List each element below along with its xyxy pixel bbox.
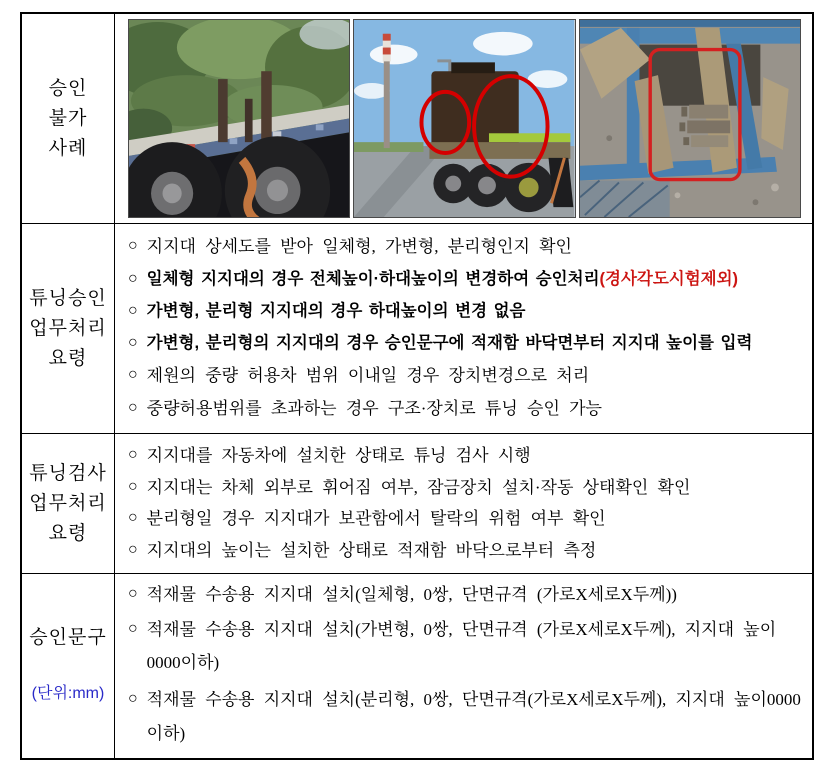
inspection-item-4 bbox=[128, 538, 802, 564]
approval-item-4 bbox=[128, 331, 802, 357]
inspection-item-2 bbox=[128, 475, 802, 501]
unit-mm-note: (단위:mm) bbox=[31, 685, 105, 702]
approval-item-5 bbox=[128, 363, 802, 389]
circle-bullet: ○ bbox=[128, 366, 138, 384]
row-label-tuning-approval-procedure bbox=[22, 224, 115, 434]
label-line: 불가 bbox=[48, 107, 88, 129]
tuning-inspection-items bbox=[115, 434, 812, 574]
red-exception-note: (경사각도시험제외) bbox=[599, 270, 739, 289]
circle-bullet: ○ bbox=[128, 334, 138, 352]
item-text: 지지대 상세도를 받아 일체형, 가변형, 분리형인지 확인 bbox=[146, 237, 572, 257]
item-text: 중량허용범위를 초과하는 경우 구조·장치로 튜닝 승인 가능 bbox=[146, 399, 602, 419]
item-text: 지지대의 높이는 설치한 상태로 적재함 바닥으로부터 측정 bbox=[146, 540, 597, 560]
circle-bullet: ○ bbox=[128, 585, 138, 603]
item-text: 적재물 수송용 지지대 설치(가변형, 0쌍, 단면규격 (가로X세로X두께), 지지대 높이0000이하) bbox=[146, 619, 777, 673]
main-table bbox=[20, 12, 814, 760]
phrase-item-2 bbox=[128, 613, 802, 679]
approval-item-6 bbox=[128, 396, 802, 422]
circle-bullet: ○ bbox=[128, 302, 138, 320]
circle-bullet: ○ bbox=[128, 619, 138, 637]
inspection-item-3 bbox=[128, 506, 802, 532]
label-line: 승인 bbox=[48, 77, 88, 99]
inspection-item-1 bbox=[128, 443, 802, 469]
approval-item-3 bbox=[128, 299, 802, 325]
approval-item-1 bbox=[128, 234, 802, 260]
circle-bullet: ○ bbox=[128, 270, 138, 288]
row-label-approval-phrase bbox=[22, 574, 115, 758]
circle-bullet: ○ bbox=[128, 509, 138, 527]
circle-bullet: ○ bbox=[128, 540, 138, 558]
label-line: 튜닝승인 bbox=[29, 287, 107, 309]
item-text: 지지대를 자동차에 설치한 상태로 튜닝 검사 시행 bbox=[146, 446, 531, 466]
truck-side-photo-art bbox=[129, 20, 349, 217]
circle-bullet: ○ bbox=[128, 690, 138, 708]
label-line: 업무처리 bbox=[29, 317, 107, 339]
tuning-approval-items bbox=[115, 224, 812, 434]
item-text: 지지대는 차체 외부로 휘어짐 여부, 잠금장치 설치·작동 상태확인 확인 bbox=[146, 477, 691, 497]
trailer-underside-red-box-photo bbox=[579, 19, 801, 218]
label-line: 사례 bbox=[48, 137, 88, 159]
approval-phrase-label: 승인문구 bbox=[29, 627, 107, 648]
item-text: 가변형, 분리형의 지지대의 경우 승인문구에 적재함 바닥면부터 지지대 높이를 입력 bbox=[146, 334, 753, 353]
rejected-case-photos bbox=[115, 14, 812, 224]
item-text: 분리형일 경우 지지대가 보관함에서 탈락의 위험 여부 확인 bbox=[146, 509, 606, 529]
item-text: 가변형, 분리형 지지대의 경우 하대높이의 변경 없음 bbox=[146, 302, 526, 321]
circle-bullet: ○ bbox=[128, 446, 138, 464]
label-line: 요령 bbox=[48, 347, 88, 369]
item-text bbox=[147, 267, 802, 293]
row-label-tuning-inspection-procedure bbox=[22, 434, 115, 574]
circle-bullet: ○ bbox=[128, 399, 138, 417]
label-line: 튜닝검사 bbox=[29, 462, 107, 484]
item-text-main: 일체형 지지대의 경우 전체높이·하대높이의 변경하여 승인처리 bbox=[146, 270, 600, 289]
approval-item-2 bbox=[128, 267, 802, 293]
truck-side-flatbed-posts-photo bbox=[128, 19, 350, 218]
label-line: 업무처리 bbox=[29, 492, 107, 514]
circle-bullet: ○ bbox=[128, 477, 138, 495]
item-text: 제원의 중량 허용차 범위 이내일 경우 장치변경으로 처리 bbox=[146, 366, 590, 386]
phrase-item-1 bbox=[128, 582, 802, 608]
approval-phrase-items bbox=[115, 574, 812, 758]
truck-rear-red-circles-photo bbox=[353, 19, 575, 218]
circle-bullet: ○ bbox=[128, 237, 138, 255]
truck-rear-photo-art bbox=[354, 20, 574, 217]
item-text: 적재물 수송용 지지대 설치(일체형, 0쌍, 단면규격 (가로X세로X두께)) bbox=[146, 585, 677, 605]
trailer-underside-photo-art bbox=[580, 20, 800, 217]
item-text: 적재물 수송용 지지대 설치(분리형, 0쌍, 단면규격(가로X세로X두께), 지지대 높이0000이하) bbox=[146, 690, 801, 743]
phrase-item-3 bbox=[128, 683, 802, 749]
label-line: 요령 bbox=[48, 522, 88, 544]
row-label-rejected-cases bbox=[22, 14, 115, 224]
